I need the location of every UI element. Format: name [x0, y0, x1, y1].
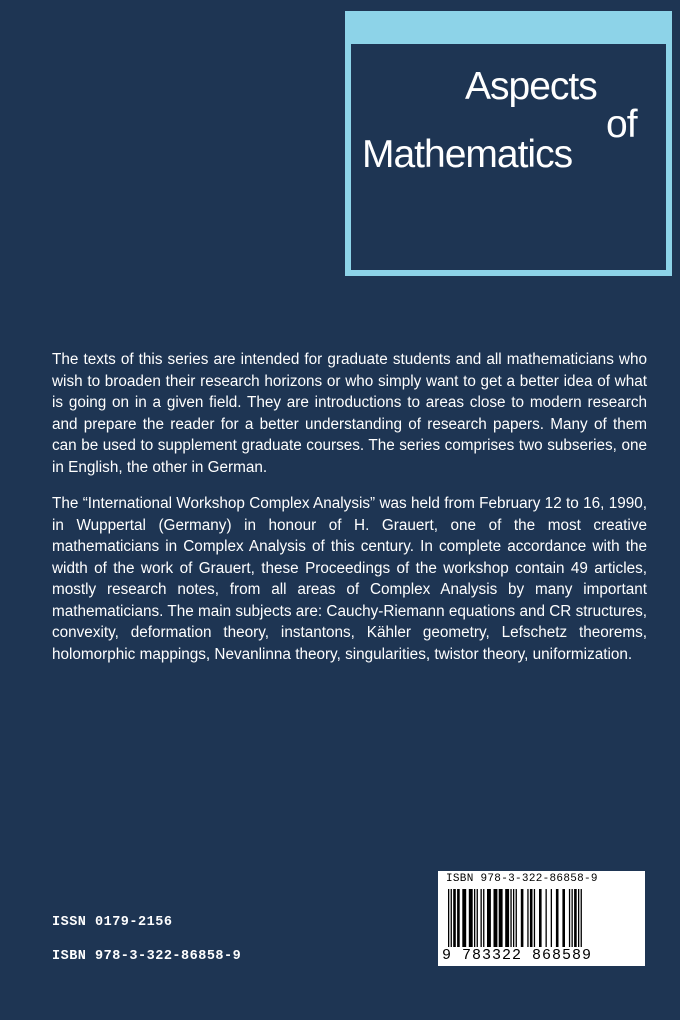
- isbn-label: ISBN 978-3-322-86858-9: [52, 949, 242, 964]
- barcode-bar: [477, 889, 478, 947]
- barcode-bar: [513, 889, 514, 947]
- barcode-bar: [562, 889, 565, 947]
- series-title-line2: of: [606, 103, 637, 146]
- barcode-bars: [444, 889, 639, 947]
- book-description: The “International Workshop Complex Analysis” was held from February 12 to 16, 1990, in Wuppertal (Germany) in honour of H. Grauert, one of the most creative mathematicians in Complex Analysis of this century. In complete accordance with the width of the work of Grauert, these Proceedings of the workshop contain 49 articles, mostly research notes, from all areas of Complex Analysis by many important mathematicians. The main subjects are: Cauchy-Riemann equations and CR structures, convexity, deformation theory, instantons, Kähler geometry, Lefschetz theorems, holomorphic mappings, Nevanlinna theory, singularities, twistor theory, uniformization.: [52, 495, 647, 663]
- barcode-bar: [527, 889, 528, 947]
- series-description: The texts of this series are intended for graduate students and all mathematicians who wish to broaden their research horizons or who simply want to get a better idea of what is going on in a given field. They are introductions to areas close to modern research and prepare the reader for a better understanding of research papers. Many of them can be used to supplement graduate courses. The series comprises two subseries, one in English, the other in German.: [52, 351, 647, 476]
- barcode-bar: [499, 889, 503, 947]
- barcode-bar: [551, 889, 552, 947]
- barcode-bar: [474, 889, 475, 947]
- barcode-bar: [556, 889, 559, 947]
- barcode-bar: [539, 889, 542, 947]
- issn-label: ISSN 0179-2156: [52, 915, 173, 930]
- barcode-bar: [469, 889, 473, 947]
- barcode-bar: [578, 889, 579, 947]
- series-title: [360, 65, 637, 187]
- barcode-bar: [481, 889, 482, 947]
- barcode-bar: [451, 889, 452, 947]
- barcode-bar: [487, 889, 491, 947]
- barcode-bar: [462, 889, 466, 947]
- barcode-top-label: ISBN 978-3-322-86858-9: [446, 873, 598, 885]
- barcode-bar: [530, 889, 533, 947]
- barcode-bar: [516, 889, 517, 947]
- barcode-bar: [494, 889, 498, 947]
- barcode-bar: [457, 889, 460, 947]
- barcode-bar: [505, 889, 509, 947]
- series-title-line3: Mathematics: [362, 133, 573, 176]
- barcode-bar: [572, 889, 573, 947]
- barcode: [438, 871, 645, 966]
- barcode-bar: [483, 889, 484, 947]
- barcode-bar: [448, 889, 449, 947]
- barcode-bar: [546, 889, 547, 947]
- series-title-line1: Aspects: [465, 65, 597, 108]
- barcode-bar: [510, 889, 511, 947]
- barcode-bar: [569, 889, 570, 947]
- barcode-bar: [534, 889, 535, 947]
- barcode-digits: 9 783322 868589: [442, 947, 593, 964]
- barcode-bar: [453, 889, 456, 947]
- barcode-bar: [581, 889, 582, 947]
- barcode-bar: [574, 889, 577, 947]
- barcode-bar: [521, 889, 524, 947]
